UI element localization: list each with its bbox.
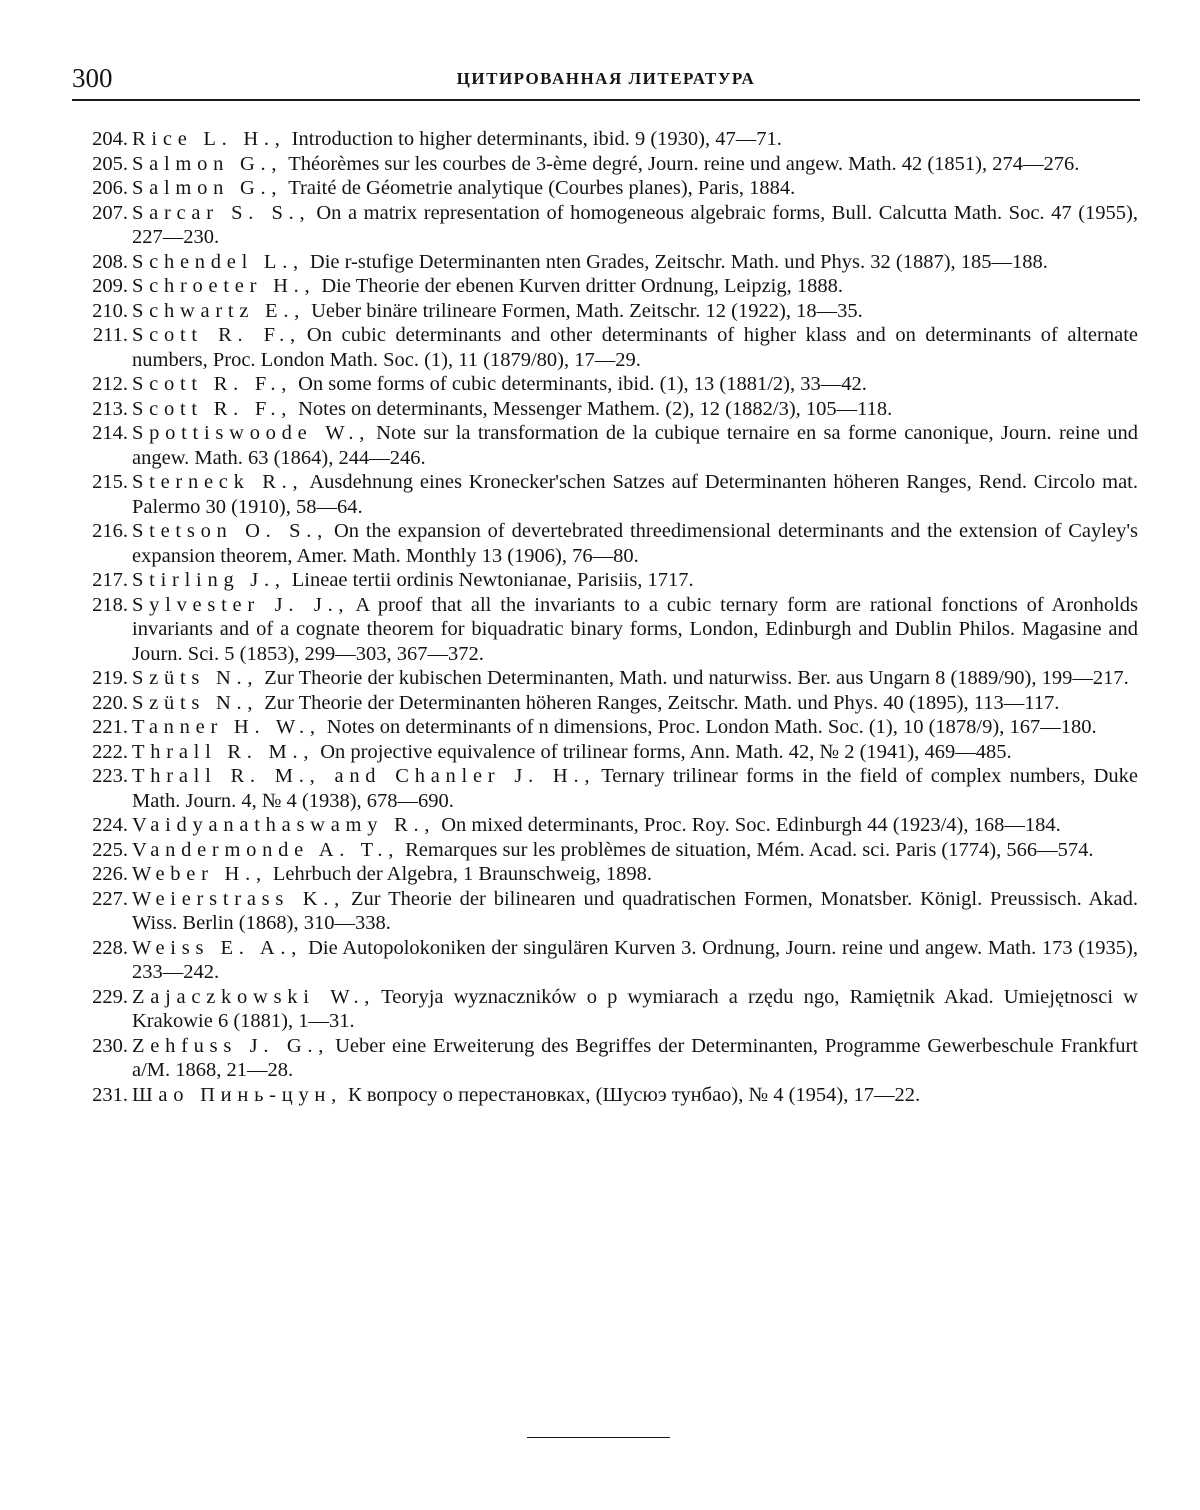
reference-author: Шао Пинь-цун, — [132, 1084, 342, 1106]
reference-text: On the expansion of devertebrated threedimensional determinants and the extension of Cayley's expansion theorem, Amer. Math. Monthly 13 (1906), 76—80. — [132, 520, 1138, 567]
reference-number: 230. — [72, 1034, 128, 1059]
reference-number: 215. — [72, 470, 128, 495]
reference-text: Die r-stufige Determinanten nten Grades, Zeitschr. Math. und Phys. 32 (1887), 185—188. — [310, 251, 1048, 273]
reference-entry — [72, 691, 1138, 716]
reference-entry — [72, 666, 1138, 691]
reference-author: Schwartz E., — [132, 300, 305, 322]
reference-entry — [72, 397, 1138, 422]
reference-number: 213. — [72, 397, 128, 422]
reference-entry — [72, 299, 1138, 324]
reference-author: Sarcar S. S., — [132, 202, 310, 224]
reference-text: Ternary trilinear forms in the field of complex numbers, Duke Math. Journ. 4, № 4 (1938), 678—690. — [132, 765, 1138, 812]
reference-text: Die Autopolokoniken der singulären Kurven 3. Ordnung, Journ. reine und angew. Math. 173 (1935), 233—242. — [132, 937, 1138, 984]
reference-text: Zur Theorie der bilinearen und quadratischen Formen, Monatsber. Königl. Preussisch. Akad. Wiss. Berlin (1868), 310—338. — [132, 888, 1138, 935]
reference-entry — [72, 127, 1138, 152]
reference-number: 227. — [72, 887, 128, 912]
reference-author: Sterneck R., — [132, 471, 303, 493]
reference-number: 208. — [72, 250, 128, 275]
reference-number: 228. — [72, 936, 128, 961]
reference-text: Ueber eine Erweiterung des Begriffes der Determinanten, Programme Gewerbeschule Frankfurt a/M. 1868, 21—28. — [132, 1035, 1138, 1082]
reference-text: On mixed determinants, Proc. Roy. Soc. Edinburgh 44 (1923/4), 168—184. — [441, 814, 1061, 836]
reference-number: 224. — [72, 813, 128, 838]
reference-number: 214. — [72, 421, 128, 446]
reference-number: 221. — [72, 715, 128, 740]
running-title: ЦИТИРОВАННАЯ ЛИТЕРАТУРА — [72, 66, 1140, 92]
reference-number: 223. — [72, 764, 128, 789]
reference-number: 206. — [72, 176, 128, 201]
reference-author: Salmon G., — [132, 177, 282, 199]
reference-number: 207. — [72, 201, 128, 226]
reference-entry — [72, 421, 1138, 470]
reference-text: Note sur la transformation de la cubique ternaire en sa forme canonique, Journ. reine und angew. Math. 63 (1864), 244—246. — [132, 422, 1138, 469]
reference-entry — [72, 715, 1138, 740]
reference-entry — [72, 764, 1138, 813]
reference-entry — [72, 372, 1138, 397]
reference-list — [72, 127, 1138, 1107]
reference-author: Stirling J., — [132, 569, 286, 591]
reference-text: Zur Theorie der Determinanten höheren Ranges, Zeitschr. Math. und Phys. 40 (1895), 113—117. — [264, 692, 1059, 714]
reference-author: Scott R. F., — [132, 398, 292, 420]
reference-text: Ausdehnung eines Kronecker'schen Satzes auf Determinanten höheren Ranges, Rend. Circolo mat. Palermo 30 (1910), 58—64. — [132, 471, 1138, 518]
reference-number: 210. — [72, 299, 128, 324]
reference-text: Die Theorie der ebenen Kurven dritter Ordnung, Leipzig, 1888. — [321, 275, 843, 297]
reference-author: Tanner H. W., — [132, 716, 321, 738]
reference-author: Stetson O. S., — [132, 520, 328, 542]
reference-author: Thrall R. M., and Chanler J. H., — [132, 765, 595, 787]
reference-author: Vandermonde A. T., — [132, 839, 399, 861]
reference-number: 218. — [72, 593, 128, 618]
reference-number: 209. — [72, 274, 128, 299]
reference-text: On cubic determinants and other determinants of higher klass and on determinants of alternate numbers, Proc. London Math. Soc. (1), 11 (1879/80), 17—29. — [132, 324, 1138, 371]
reference-entry — [72, 985, 1138, 1034]
footer-rule — [527, 1437, 670, 1438]
reference-number: 219. — [72, 666, 128, 691]
reference-number: 212. — [72, 372, 128, 397]
reference-text: Zur Theorie der kubischen Determinanten, Math. und naturwiss. Ber. aus Ungarn 8 (1889/90), 199—217. — [264, 667, 1128, 689]
reference-entry — [72, 568, 1138, 593]
header-rule — [72, 99, 1140, 101]
reference-entry — [72, 1034, 1138, 1083]
reference-entry — [72, 813, 1138, 838]
reference-author: Schendel L., — [132, 251, 304, 273]
reference-entry — [72, 838, 1138, 863]
reference-author: Vaidyanathaswamy R., — [132, 814, 435, 836]
reference-text: Introduction to higher determinants, ibid. 9 (1930), 47—71. — [292, 128, 782, 150]
reference-number: 222. — [72, 740, 128, 765]
reference-author: Schroeter H., — [132, 275, 315, 297]
reference-text: On projective equivalence of trilinear forms, Ann. Math. 42, № 2 (1941), 469—485. — [320, 741, 1011, 763]
reference-number: 225. — [72, 838, 128, 863]
reference-entry — [72, 250, 1138, 275]
reference-author: Thrall R. M., — [132, 741, 314, 763]
reference-number: 229. — [72, 985, 128, 1010]
reference-author: Zehfuss J. G., — [132, 1035, 329, 1057]
reference-number: 226. — [72, 862, 128, 887]
reference-number: 220. — [72, 691, 128, 716]
reference-author: Zajaczkowski W., — [132, 986, 375, 1008]
reference-entry — [72, 176, 1138, 201]
reference-entry — [72, 470, 1138, 519]
reference-text: On some forms of cubic determinants, ibid. (1), 13 (1881/2), 33—42. — [298, 373, 867, 395]
reference-number: 211. — [72, 323, 128, 348]
reference-author: Salmon G., — [132, 153, 282, 175]
reference-text: Ueber binäre trilineare Formen, Math. Zeitschr. 12 (1922), 18—35. — [311, 300, 863, 322]
reference-text: Lehrbuch der Algebra, 1 Braunschweig, 1898. — [273, 863, 652, 885]
reference-entry — [72, 519, 1138, 568]
reference-text: Teoryja wyznaczników o p wymiarach a rzędu ngo, Ramiętnik Akad. Umiejętnosci w Krakowie 6 (1881), 1—31. — [132, 986, 1138, 1033]
reference-text: Traité de Géometrie analytique (Courbes planes), Paris, 1884. — [288, 177, 795, 199]
reference-text: Notes on determinants, Messenger Mathem. (2), 12 (1882/3), 105—118. — [298, 398, 892, 420]
reference-entry — [72, 593, 1138, 667]
reference-entry — [72, 274, 1138, 299]
reference-author: Rice L. H., — [132, 128, 286, 150]
reference-author: Sylvester J. J., — [132, 594, 349, 616]
reference-author: Weiss E. A., — [132, 937, 302, 959]
reference-entry — [72, 936, 1138, 985]
reference-entry — [72, 152, 1138, 177]
reference-entry — [72, 887, 1138, 936]
reference-number: 204. — [72, 127, 128, 152]
reference-text: К вопросу о перестановках, (Шусюэ тунбао), № 4 (1954), 17—22. — [348, 1084, 920, 1106]
reference-number: 216. — [72, 519, 128, 544]
reference-author: Szüts N., — [132, 667, 258, 689]
reference-text: Remarques sur les problèmes de situation, Mém. Acad. sci. Paris (1774), 566—574. — [405, 839, 1093, 861]
reference-author: Spottiswoode W., — [132, 422, 370, 444]
page-number: 300 — [72, 62, 113, 94]
reference-entry — [72, 740, 1138, 765]
reference-number: 217. — [72, 568, 128, 593]
reference-text: A proof that all the invariants to a cubic ternary form are rational fonctions of Aronholds invariants and of a cognate theorem for biquadratic binary forms, London, Edinburgh and Dublin Philos. Magasine and Journ. Sci. 5 (1853), 299—303, 367—372. — [132, 594, 1138, 665]
reference-number: 231. — [72, 1083, 128, 1108]
reference-text: Lineae tertii ordinis Newtonianae, Parisiis, 1717. — [292, 569, 694, 591]
reference-text: On a matrix representation of homogeneous algebraic forms, Bull. Calcutta Math. Soc. 47 (1955), 227—230. — [132, 202, 1138, 249]
reference-author: Scott R. F., — [132, 373, 292, 395]
page-header — [72, 62, 1140, 96]
reference-author: Scott R. F., — [132, 324, 301, 346]
reference-entry — [72, 201, 1138, 250]
reference-entry — [72, 862, 1138, 887]
reference-author: Szüts N., — [132, 692, 258, 714]
reference-text: Théorèmes sur les courbes de 3-ème degré, Journ. reine und angew. Math. 42 (1851), 274—276. — [288, 153, 1079, 175]
reference-author: Weber H., — [132, 863, 267, 885]
reference-entry — [72, 1083, 1138, 1108]
reference-author: Weierstrass K., — [132, 888, 345, 910]
reference-text: Notes on determinants of n dimensions, Proc. London Math. Soc. (1), 10 (1878/9), 167—180. — [327, 716, 1097, 738]
reference-number: 205. — [72, 152, 128, 177]
reference-entry — [72, 323, 1138, 372]
